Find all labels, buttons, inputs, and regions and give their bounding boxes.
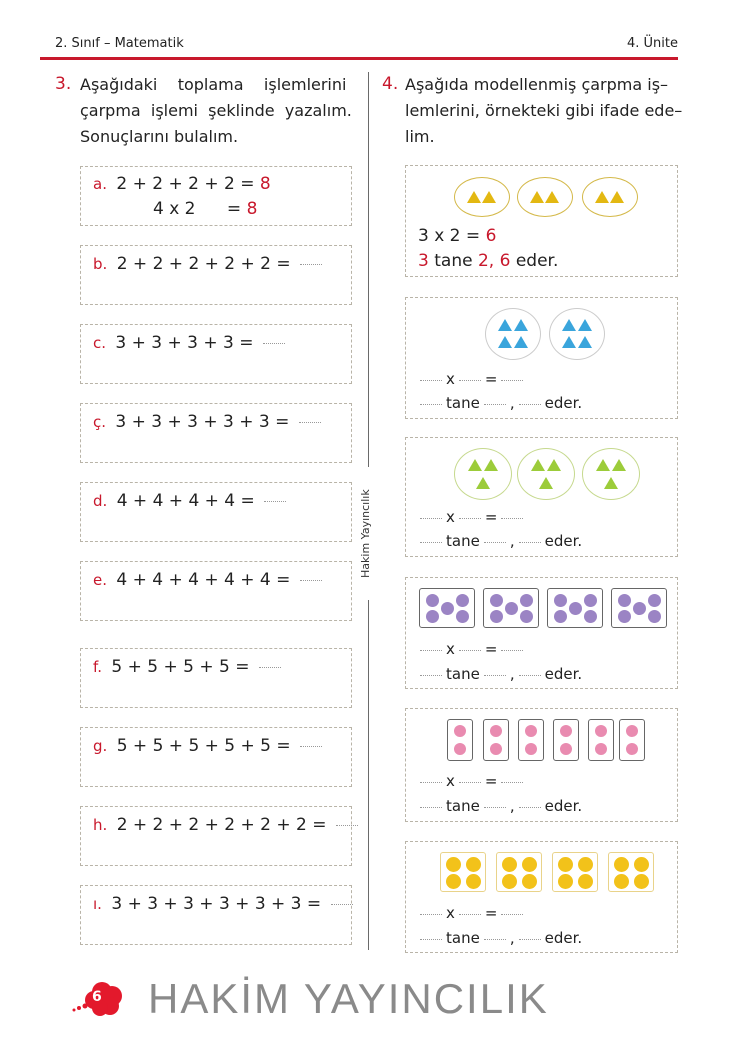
- footer-brand: HAKİM YAYINCILIK: [148, 975, 549, 1022]
- dot-icon: [520, 594, 533, 607]
- q4-model-green-triangles: [405, 437, 678, 557]
- answer-blank[interactable]: [459, 517, 481, 519]
- q4-model-pink-dots: [405, 708, 678, 822]
- dot-icon: [456, 594, 469, 607]
- dot-icon: [490, 610, 503, 623]
- dot-icon: [502, 874, 517, 889]
- dot-icon: [634, 874, 649, 889]
- dot-icon: [584, 594, 597, 607]
- dot-icon: [466, 874, 481, 889]
- answer-blank[interactable]: [420, 674, 442, 676]
- dot-group: [496, 852, 542, 892]
- dot-icon: [490, 594, 503, 607]
- item-expression: 5 + 5 + 5 + 5 + 5 =: [116, 736, 291, 756]
- eder-label: eder.: [544, 665, 583, 683]
- equals-sign: =: [484, 772, 498, 790]
- triangle-icon: [530, 191, 544, 203]
- answer-blank[interactable]: [484, 541, 506, 543]
- dot-icon: [446, 857, 461, 872]
- answer-blank[interactable]: [300, 579, 322, 581]
- triangle-icon: [562, 336, 576, 348]
- answer-blank[interactable]: [420, 517, 442, 519]
- item-expression: 3 + 3 + 3 + 3 =: [115, 333, 254, 353]
- dot-group: [611, 588, 667, 628]
- times-sign: x: [446, 370, 455, 388]
- dot-icon: [456, 610, 469, 623]
- dot-icon: [618, 610, 631, 623]
- item-result2: 8: [246, 199, 258, 219]
- answer-blank[interactable]: [459, 913, 481, 915]
- dot-icon: [595, 725, 607, 737]
- triangle-group: [582, 177, 638, 217]
- dot-icon: [626, 725, 638, 737]
- answer-blank[interactable]: [420, 649, 442, 651]
- answer-blank[interactable]: [420, 403, 442, 405]
- example-tane: tane: [434, 251, 473, 271]
- item-label: d.: [93, 492, 108, 510]
- triangle-icon: [514, 336, 528, 348]
- triangle-group: [454, 177, 510, 217]
- q3-item-i-dotless: [80, 885, 352, 945]
- dot-icon: [466, 857, 481, 872]
- dot-group: [483, 588, 539, 628]
- answer-blank[interactable]: [420, 806, 442, 808]
- answer-blank[interactable]: [519, 674, 541, 676]
- dot-icon: [560, 725, 572, 737]
- item-expression: 4 + 4 + 4 + 4 =: [116, 491, 255, 511]
- answer-blank[interactable]: [420, 781, 442, 783]
- q4-example-box: [405, 165, 678, 277]
- item-expression: 3 + 3 + 3 + 3 + 3 =: [115, 412, 290, 432]
- dot-group: [588, 719, 614, 761]
- q3-item-a: [80, 166, 352, 226]
- column-divider-top: [368, 72, 369, 467]
- answer-blank[interactable]: [300, 263, 322, 265]
- dot-icon: [525, 725, 537, 737]
- eder-label: eder.: [544, 797, 583, 815]
- triangle-icon: [604, 477, 618, 489]
- example-eder: eder.: [515, 251, 559, 271]
- triangle-icon: [482, 191, 496, 203]
- item-result: 8: [259, 174, 271, 194]
- answer-blank[interactable]: [420, 938, 442, 940]
- dot-group: [619, 719, 645, 761]
- answer-blank[interactable]: [501, 781, 523, 783]
- dot-icon: [505, 602, 518, 615]
- dot-group: [447, 719, 473, 761]
- tane-label: tane: [446, 665, 480, 683]
- dot-icon: [554, 594, 567, 607]
- dot-icon: [634, 857, 649, 872]
- eder-label: eder.: [544, 532, 583, 550]
- answer-blank[interactable]: [501, 913, 523, 915]
- q3-item-f: [80, 648, 352, 708]
- example-total: 6: [499, 251, 511, 271]
- times-sign: x: [446, 640, 455, 658]
- dot-icon: [558, 874, 573, 889]
- dot-icon: [454, 743, 466, 755]
- triangle-group: [517, 448, 575, 500]
- triangle-icon: [578, 336, 592, 348]
- triangle-icon: [595, 191, 609, 203]
- example-size: 2,: [477, 251, 495, 271]
- dot-icon: [584, 610, 597, 623]
- comma: ,: [509, 929, 515, 947]
- answer-blank[interactable]: [501, 649, 523, 651]
- dot-icon: [595, 743, 607, 755]
- dot-icon: [426, 594, 439, 607]
- answer-blank[interactable]: [519, 403, 541, 405]
- dot-icon: [525, 743, 537, 755]
- equals-sign: =: [484, 370, 498, 388]
- dot-group: [518, 719, 544, 761]
- q4-number: 4.: [382, 74, 399, 94]
- q3-text-line: Sonuçlarını bulalım.: [80, 127, 239, 146]
- triangle-icon: [545, 191, 559, 203]
- triangle-group: [485, 308, 541, 360]
- item-expression: 2 + 2 + 2 + 2 + 2 + 2 =: [116, 815, 327, 835]
- answer-blank[interactable]: [300, 745, 322, 747]
- dot-icon: [569, 602, 582, 615]
- triangle-icon: [476, 477, 490, 489]
- eder-label: eder.: [544, 929, 583, 947]
- dot-group: [419, 588, 475, 628]
- dot-icon: [554, 610, 567, 623]
- comma: ,: [509, 797, 515, 815]
- triangle-group: [517, 177, 573, 217]
- item-label: a.: [93, 175, 107, 193]
- header-right: 4. Ünite: [627, 36, 678, 51]
- answer-blank[interactable]: [484, 938, 506, 940]
- dot-icon: [618, 594, 631, 607]
- answer-blank[interactable]: [484, 674, 506, 676]
- triangle-group: [549, 308, 605, 360]
- dot-icon: [558, 857, 573, 872]
- q3-item-b: [80, 245, 352, 305]
- answer-blank[interactable]: [459, 379, 481, 381]
- q4-model-blue-triangles: [405, 297, 678, 419]
- answer-blank[interactable]: [259, 666, 281, 668]
- item-label: g.: [93, 737, 108, 755]
- dot-icon: [614, 874, 629, 889]
- triangle-icon: [531, 459, 545, 471]
- tane-label: tane: [446, 929, 480, 947]
- example-result: 6: [485, 226, 497, 246]
- item-expression: 4 + 4 + 4 + 4 + 4 =: [116, 570, 291, 590]
- eder-label: eder.: [544, 394, 583, 412]
- dot-icon: [520, 610, 533, 623]
- dot-group: [440, 852, 486, 892]
- answer-blank[interactable]: [501, 517, 523, 519]
- tane-label: tane: [446, 797, 480, 815]
- item-product: 4 x 2: [153, 199, 196, 219]
- equals-sign: =: [484, 904, 498, 922]
- q3-item-c: [80, 324, 352, 384]
- answer-blank[interactable]: [501, 379, 523, 381]
- header-left: 2. Sınıf – Matematik: [55, 36, 184, 51]
- dot-icon: [502, 857, 517, 872]
- example-count: 3: [418, 251, 429, 271]
- equals-sign: =: [484, 640, 498, 658]
- triangle-icon: [612, 459, 626, 471]
- triangle-icon: [514, 319, 528, 331]
- answer-blank[interactable]: [420, 379, 442, 381]
- page-number-badge: [70, 980, 128, 1018]
- triangle-icon: [578, 319, 592, 331]
- q3-number: 3.: [55, 74, 72, 94]
- triangle-icon: [539, 477, 553, 489]
- answer-blank[interactable]: [420, 913, 442, 915]
- answer-blank[interactable]: [263, 342, 285, 344]
- comma: ,: [509, 665, 515, 683]
- item-label: ı.: [93, 895, 102, 913]
- dot-group: [608, 852, 654, 892]
- page-number: 6: [92, 989, 102, 1005]
- answer-blank[interactable]: [264, 500, 286, 502]
- answer-blank[interactable]: [519, 806, 541, 808]
- dot-icon: [626, 743, 638, 755]
- times-sign: x: [446, 772, 455, 790]
- example-equation: 3 x 2 =: [418, 226, 481, 246]
- answer-blank[interactable]: [336, 824, 358, 826]
- triangle-icon: [498, 336, 512, 348]
- dot-icon: [633, 602, 646, 615]
- q4-text-line: lim.: [405, 127, 435, 146]
- equals-sign: =: [484, 508, 498, 526]
- q3-item-d: [80, 482, 352, 542]
- triangle-group: [582, 448, 640, 500]
- answer-blank[interactable]: [519, 938, 541, 940]
- item-expression: 2 + 2 + 2 + 2 =: [116, 174, 255, 194]
- answer-blank[interactable]: [484, 806, 506, 808]
- triangle-icon: [498, 319, 512, 331]
- q4-model-purple-dots: [405, 577, 678, 689]
- answer-blank[interactable]: [331, 903, 353, 905]
- item-label: f.: [93, 658, 102, 676]
- dot-icon: [490, 725, 502, 737]
- dot-icon: [578, 857, 593, 872]
- answer-blank[interactable]: [459, 649, 481, 651]
- triangle-icon: [468, 459, 482, 471]
- q3-text-line: çarpma işlemi şeklinde yazalım.: [80, 101, 352, 120]
- q4-text-line: Aşağıda modellenmiş çarpma iş–: [405, 75, 669, 94]
- q4-text-line: lemlerini, örnekteki gibi ifade ede–: [405, 101, 683, 120]
- triangle-icon: [562, 319, 576, 331]
- dot-icon: [454, 725, 466, 737]
- comma: ,: [509, 532, 515, 550]
- column-divider-bottom: [368, 600, 369, 950]
- answer-blank[interactable]: [519, 541, 541, 543]
- answer-blank[interactable]: [484, 403, 506, 405]
- q3-item-g: [80, 727, 352, 787]
- q3-text-line: Aşağıdaki toplama işlemlerini: [80, 75, 347, 94]
- item-label: e.: [93, 571, 107, 589]
- dot-icon: [426, 610, 439, 623]
- item-eq: =: [226, 199, 242, 219]
- triangle-icon: [467, 191, 481, 203]
- item-label: h.: [93, 816, 108, 834]
- triangle-icon: [610, 191, 624, 203]
- triangle-icon: [547, 459, 561, 471]
- dot-icon: [441, 602, 454, 615]
- comma: ,: [509, 394, 515, 412]
- triangle-icon: [484, 459, 498, 471]
- tane-label: tane: [446, 532, 480, 550]
- dot-icon: [648, 594, 661, 607]
- q3-item-c-cedilla: [80, 403, 352, 463]
- item-expression: 5 + 5 + 5 + 5 =: [111, 657, 250, 677]
- publisher-vertical-text: Hakim Yayıncılık: [359, 489, 372, 578]
- answer-blank[interactable]: [459, 781, 481, 783]
- item-expression: 2 + 2 + 2 + 2 + 2 =: [116, 254, 291, 274]
- header-divider: [40, 57, 678, 60]
- answer-blank[interactable]: [420, 541, 442, 543]
- dot-icon: [614, 857, 629, 872]
- dot-icon: [648, 610, 661, 623]
- dot-group: [547, 588, 603, 628]
- item-expression: 3 + 3 + 3 + 3 + 3 + 3 =: [111, 894, 322, 914]
- dot-group: [553, 719, 579, 761]
- times-sign: x: [446, 508, 455, 526]
- dot-icon: [522, 857, 537, 872]
- q4-model-yellow-dots: [405, 841, 678, 953]
- q3-instructions: [80, 72, 355, 150]
- item-label: b.: [93, 255, 108, 273]
- dot-icon: [490, 743, 502, 755]
- dot-icon: [522, 874, 537, 889]
- q3-item-h: [80, 806, 352, 866]
- q4-instructions: [405, 72, 685, 150]
- times-sign: x: [446, 904, 455, 922]
- dot-group: [483, 719, 509, 761]
- item-label: c.: [93, 334, 107, 352]
- dot-group: [552, 852, 598, 892]
- q3-item-e: [80, 561, 352, 621]
- item-label: ç.: [93, 413, 107, 431]
- dot-icon: [578, 874, 593, 889]
- triangle-icon: [596, 459, 610, 471]
- dot-icon: [560, 743, 572, 755]
- dot-icon: [446, 874, 461, 889]
- triangle-group: [454, 448, 512, 500]
- answer-blank[interactable]: [299, 421, 321, 423]
- tane-label: tane: [446, 394, 480, 412]
